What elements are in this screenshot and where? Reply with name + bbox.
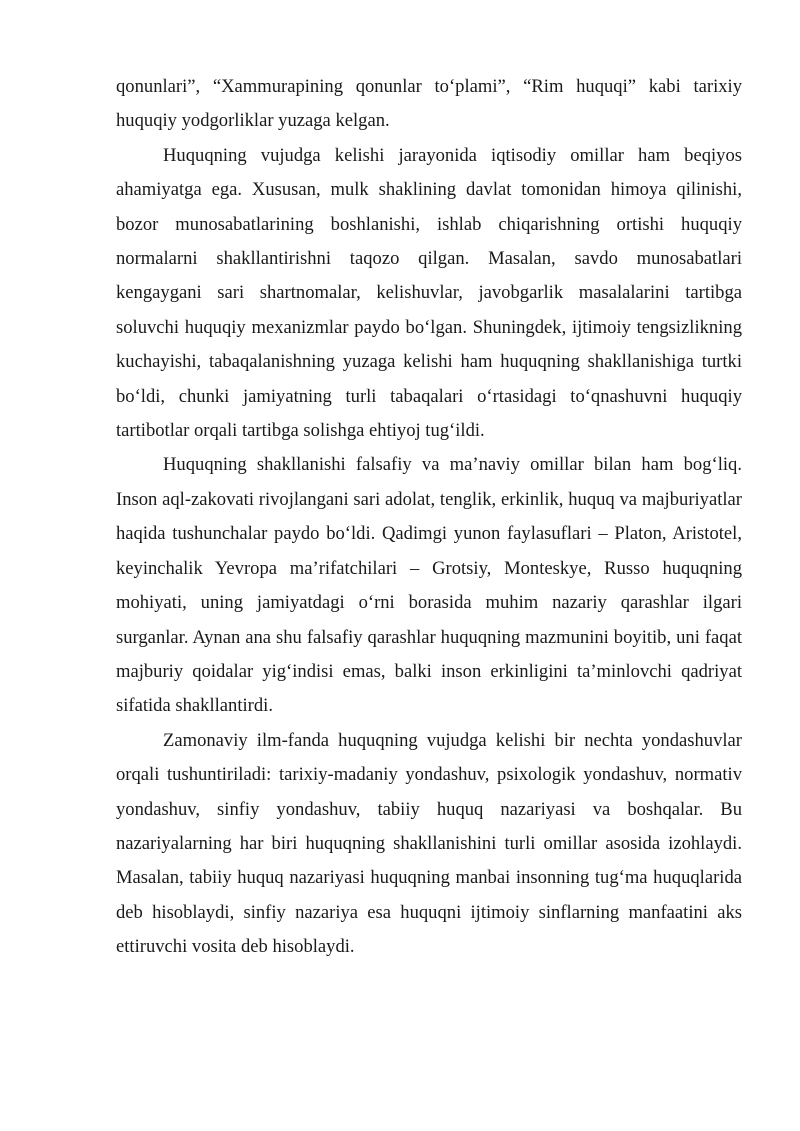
paragraph-philosophical-factors: Huquqning shakllanishi falsafiy va ma’naviy omillar bilan ham bog‘liq. Inson aql-zakovati rivojlangani sari adolat, tenglik, erkinlik, huquq va majburiyatlar haqida tushunchalar paydo bo‘ldi. Qadimgi yunon faylasuflari – Platon, Aristotel, keyinchalik Yevropa ma’rifatchilari – Grotsiy, Monteskye, Russo huquqning mohiyati, uning jamiyatdagi o‘rni borasida muhim nazariy qarashlar ilgari surganlar. Aynan ana shu falsafiy qarashlar huquqning mazmunini boyitib, uni faqat majburiy qoidalar yig‘indisi emas, balki inson erkinligini ta’minlovchi qadriyat sifatida shakllantirdi. xyxy=(116,454,742,717)
document-page xyxy=(116,70,742,965)
paragraph-continuation: qonunlari”, “Xammurapining qonunlar to‘plami”, “Rim huquqi” kabi tarixiy huquqiy yodgorliklar yuzaga kelgan. xyxy=(116,76,742,132)
paragraph-modern-approaches: Zamonaviy ilm-fanda huquqning vujudga kelishi bir nechta yondashuvlar orqali tushuntiriladi: tarixiy-madaniy yondashuv, psixologik yondashuv, normativ yondashuv, sinfiy yondashuv, tabiiy huquq nazariyasi va boshqalar. Bu nazariyalarning har biri huquqning shakllanishini turli omillar asosida izohlaydi. Masalan, tabiiy huquq nazariyasi huquqning manbai insonning tug‘ma huquqlarida deb hisoblaydi, sinfiy nazariya esa huquqni ijtimoiy sinflarning manfaatini aks ettiruvchi vosita deb hisoblaydi. xyxy=(116,729,742,958)
paragraph-economic-factors: Huquqning vujudga kelishi jarayonida iqtisodiy omillar ham beqiyos ahamiyatga ega. Xususan, mulk shaklining davlat tomonidan himoya qilinishi, bozor munosabatlarining boshlanishi, ishlab chiqarishning ortishi huquqiy normalarni shakllantirishni taqozo qilgan. Masalan, savdo munosabatlari kengaygani sari shartnomalar, kelishuvlar, javobgarlik masalalarini tartibga soluvchi huquqiy mexanizmlar paydo bo‘lgan. Shuningdek, ijtimoiy tengsizlikning kuchayishi, tabaqalanishning yuzaga kelishi ham huquqning shakllanishiga turtki bo‘ldi, chunki jamiyatning turli tabaqalari o‘rtasidagi to‘qnashuvni huquqiy tartibotlar orqali tartibga solishga ehtiyoj tug‘ildi. xyxy=(116,144,742,442)
